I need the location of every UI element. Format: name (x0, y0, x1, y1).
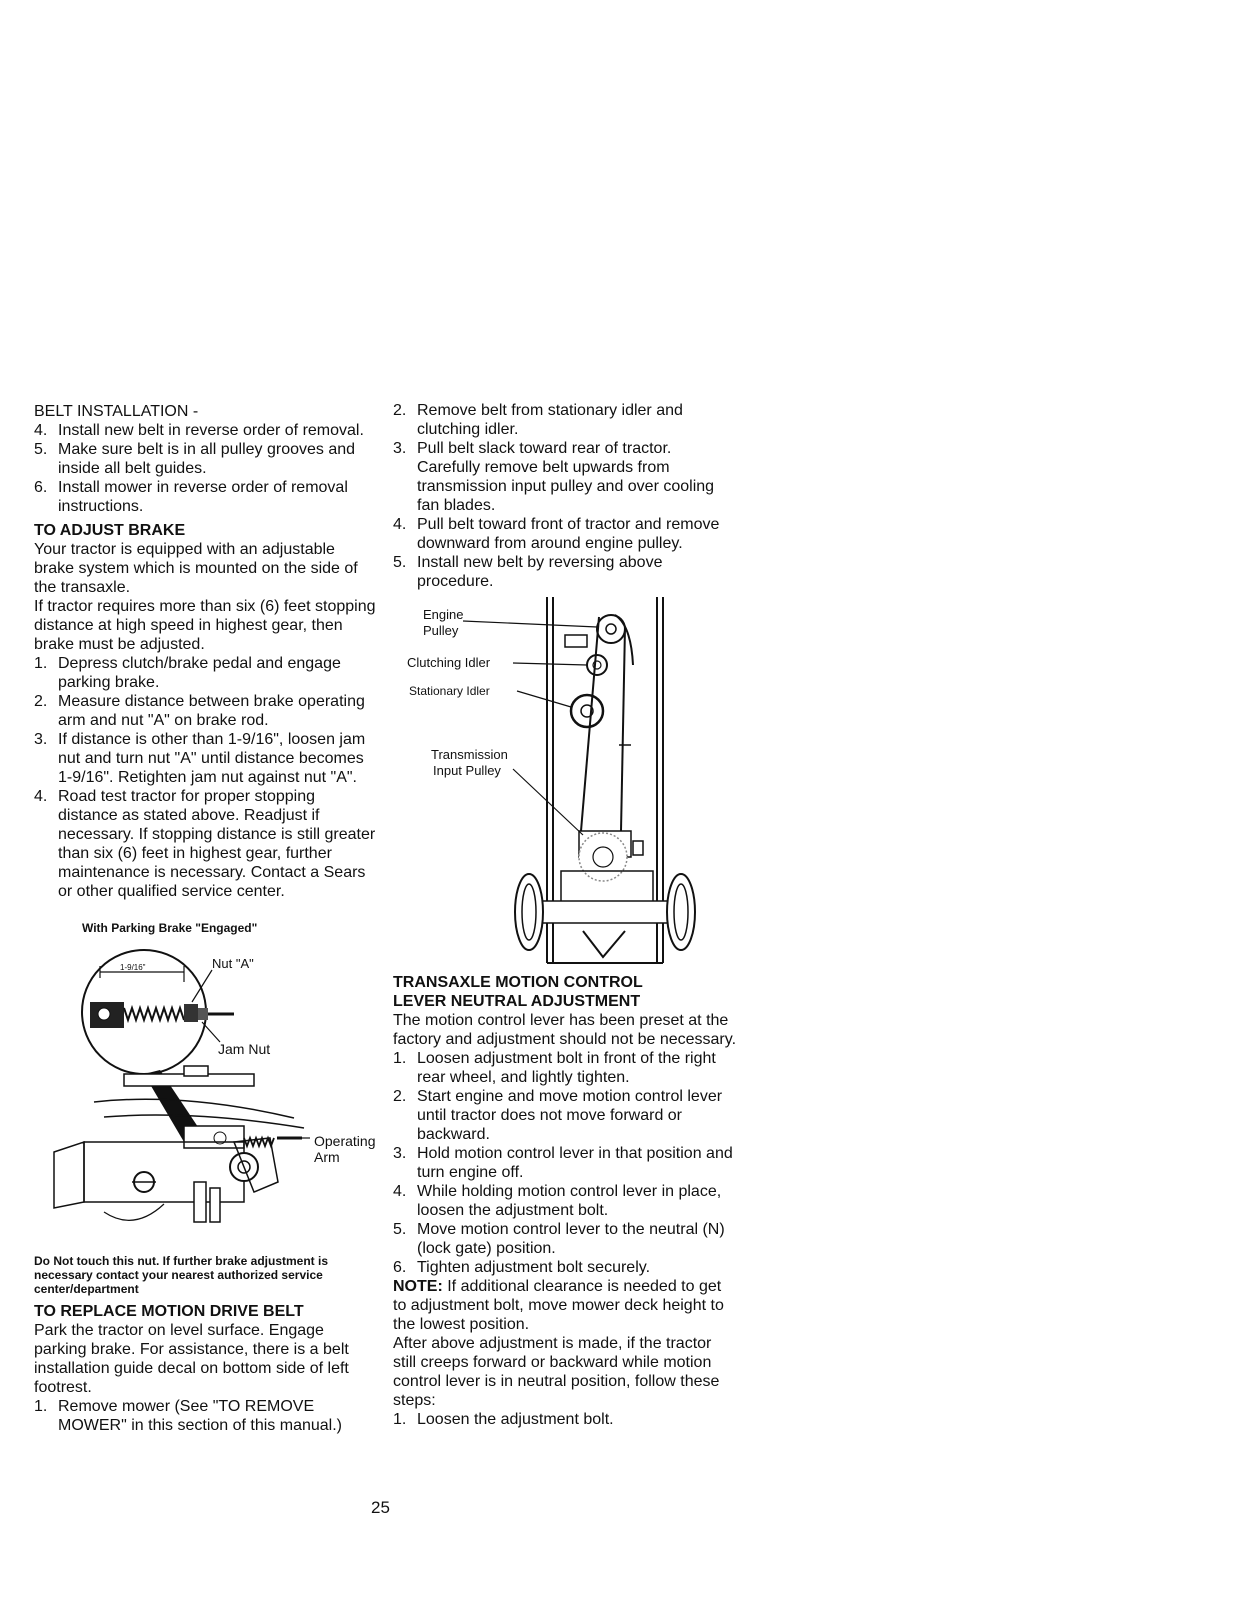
transaxle-title-1: TRANSAXLE MOTION CONTROL (393, 974, 643, 991)
step-number: 1. (393, 1411, 407, 1428)
list-item (393, 1410, 738, 1429)
step-text: Depress clutch/brake pedal and engage parking brake. (58, 655, 341, 691)
arm-bolt (98, 1008, 110, 1020)
pulley-label: Pulley (423, 623, 459, 638)
list-item (34, 787, 379, 901)
replace-belt-title: TO REPLACE MOTION DRIVE BELT (34, 1303, 304, 1320)
transaxle-lug (633, 841, 643, 855)
list-item (393, 553, 738, 591)
list-item (34, 692, 379, 730)
step-number: 2. (393, 1088, 407, 1105)
belt-installation-header: BELT INSTALLATION - (34, 403, 199, 420)
step-number: 3. (393, 1145, 407, 1162)
jam-nut-label: Jam Nut (218, 1041, 271, 1057)
step-text: Install mower in reverse order of removal instructions. (58, 479, 348, 515)
list-item (34, 440, 379, 478)
belt-right-run (621, 627, 625, 831)
step-number: 4. (393, 1183, 407, 1200)
step-number: 1. (34, 655, 48, 672)
operating-label: Operating (314, 1133, 376, 1149)
list-item (393, 1258, 738, 1277)
step-number: 4. (34, 422, 48, 439)
right-rear-wheel-hub (674, 884, 688, 940)
brake-intro-2: If tractor requires more than six (6) feet stopping distance at high speed in highest gear, then brake must be adjusted. (34, 598, 376, 653)
step-text: Install new belt by reversing above procedure. (417, 554, 663, 590)
brake-intro-1: Your tractor is equipped with an adjustable brake system which is mounted on the side of the transaxle. (34, 541, 358, 596)
right-column (393, 401, 738, 1429)
step-text: If distance is other than 1-9/16", loosen jam nut and turn nut "A" until distance becomes 1-9/16". Retighten jam nut against nut "A". (58, 731, 366, 786)
transaxle-steps (393, 1049, 738, 1277)
brake-spring (124, 1008, 184, 1020)
step-number: 6. (393, 1259, 407, 1276)
engine-label: Engine (423, 607, 464, 622)
brake-steps (34, 654, 379, 901)
input-pulley-shape (593, 847, 613, 867)
step-text: While holding motion control lever in place, loosen the adjustment bolt. (417, 1183, 722, 1219)
list-item (34, 1397, 379, 1435)
step-number: 4. (34, 788, 48, 805)
belt-installation-steps (34, 421, 379, 516)
note-text: If additional clearance is needed to get to adjustment bolt, move mower deck height to the lowest position. (393, 1278, 724, 1333)
step-text: Pull belt toward front of tractor and remove downward from around engine pulley. (417, 516, 720, 552)
clutching-leader (513, 663, 587, 665)
step-number: 5. (393, 1221, 407, 1238)
step-text: Make sure belt is in all pulley grooves and inside all belt guides. (58, 441, 356, 477)
clutching-label: Clutching Idler (407, 655, 491, 670)
arm-label: Arm (314, 1149, 340, 1165)
engine-pulley-hub (606, 624, 616, 634)
replace-belt-steps (34, 1397, 379, 1435)
nut-a-leader (192, 970, 212, 1002)
engine-pulley-leader (463, 621, 597, 627)
step-number: 5. (34, 441, 48, 458)
list-item (34, 478, 379, 516)
list-item (393, 1220, 738, 1258)
step-text: Remove belt from stationary idler and clutching idler. (417, 402, 683, 438)
brake-diagram (34, 942, 379, 1252)
step-text: Road test tractor for proper stopping distance as stated above. Readjust if necessary. If stopping distance is still greater than six (6) feet in highest gear, further maintenance is necessary. Contact a Sears or other qualified service center. (58, 788, 376, 900)
list-item (34, 730, 379, 787)
step-text: Start engine and move motion control lever until tractor does not move forward or backward. (417, 1088, 723, 1143)
nut-a-shape (184, 1004, 198, 1022)
step-number: 2. (393, 402, 407, 419)
jam-nut-shape (198, 1008, 208, 1020)
step-text: Tighten adjustment bolt securely. (417, 1259, 651, 1276)
step-number: 5. (393, 554, 407, 571)
step-text: Measure distance between brake operating arm and nut "A" on brake rod. (58, 693, 365, 729)
transmission-label: Transmission (431, 747, 508, 762)
step-number: 4. (393, 516, 407, 533)
left-column (34, 402, 379, 1435)
nut-pointer-arc (104, 1204, 164, 1220)
list-item (393, 1049, 738, 1087)
after-adjustment-text: After above adjustment is made, if the tractor still creeps forward or backward while motion control lever is in neutral position, follow these steps: (393, 1335, 720, 1409)
rear-axle (533, 901, 677, 923)
step-number: 3. (34, 731, 48, 748)
nut-a-label: Nut "A" (212, 956, 254, 971)
step-number: 1. (393, 1050, 407, 1067)
step-text: Hold motion control lever in that position and turn engine off. (417, 1145, 733, 1181)
step-number: 2. (34, 693, 48, 710)
frame-bracket (184, 1066, 208, 1076)
belt-diagram (393, 595, 738, 967)
note-paragraph (393, 1277, 738, 1334)
left-rear-wheel-hub (522, 884, 536, 940)
page-number: 25 (371, 1498, 390, 1517)
step-text: Remove mower (See "TO REMOVE MOWER" in this section of this manual.) (58, 1398, 342, 1434)
list-item (393, 515, 738, 553)
final-steps (393, 1410, 738, 1429)
brake-diagram-svg (34, 942, 379, 1252)
support-leg-2 (210, 1188, 220, 1222)
adjust-brake-title: TO ADJUST BRAKE (34, 522, 186, 539)
jam-nut-leader (202, 1022, 220, 1042)
list-item (393, 401, 738, 439)
step-text: Loosen adjustment bolt in front of the right rear wheel, and lightly tighten. (417, 1050, 716, 1086)
transaxle-intro: The motion control lever has been preset at the factory and adjustment should not be necessary. (393, 1012, 737, 1048)
input-pulley-label: Input Pulley (433, 763, 501, 778)
brake-warning: Do Not touch this nut. If further brake adjustment is necessary contact your nearest authorized service center/department (34, 1254, 329, 1296)
belt-diagram-svg (393, 595, 738, 967)
transaxle-title-2: LEVER NEUTRAL ADJUSTMENT (393, 993, 641, 1010)
list-item (393, 1087, 738, 1144)
step-text: Pull belt slack toward rear of tractor. Carefully remove belt upwards from transmission input pulley and over cooling fan blades. (417, 440, 715, 514)
step-number: 1. (34, 1398, 48, 1415)
replace-belt-intro: Park the tractor on level surface. Engage parking brake. For assistance, there is a belt installation guide decal on bottom side of left footrest. (34, 1322, 349, 1396)
stationary-label: Stationary Idler (409, 684, 490, 698)
dimension-label: 1-9/16" (120, 963, 146, 972)
transaxle-left-end (54, 1142, 84, 1208)
list-item (393, 1182, 738, 1220)
belt-removal-steps (393, 401, 738, 591)
list-item (34, 421, 379, 440)
step-number: 3. (393, 440, 407, 457)
note-label: NOTE: (393, 1278, 443, 1295)
step-number: 6. (34, 479, 48, 496)
step-text: Loosen the adjustment bolt. (417, 1411, 614, 1428)
step-text: Move motion control lever to the neutral (N) (lock gate) position. (417, 1221, 725, 1257)
brake-diagram-caption: With Parking Brake "Engaged" (82, 921, 258, 935)
step-text: Install new belt in reverse order of removal. (58, 422, 364, 439)
support-leg (194, 1182, 206, 1222)
stationary-leader (517, 691, 571, 707)
idler-bracket (565, 635, 587, 647)
list-item (393, 439, 738, 515)
list-item (393, 1144, 738, 1182)
list-item (34, 654, 379, 692)
rear-bumper-v (583, 931, 625, 957)
